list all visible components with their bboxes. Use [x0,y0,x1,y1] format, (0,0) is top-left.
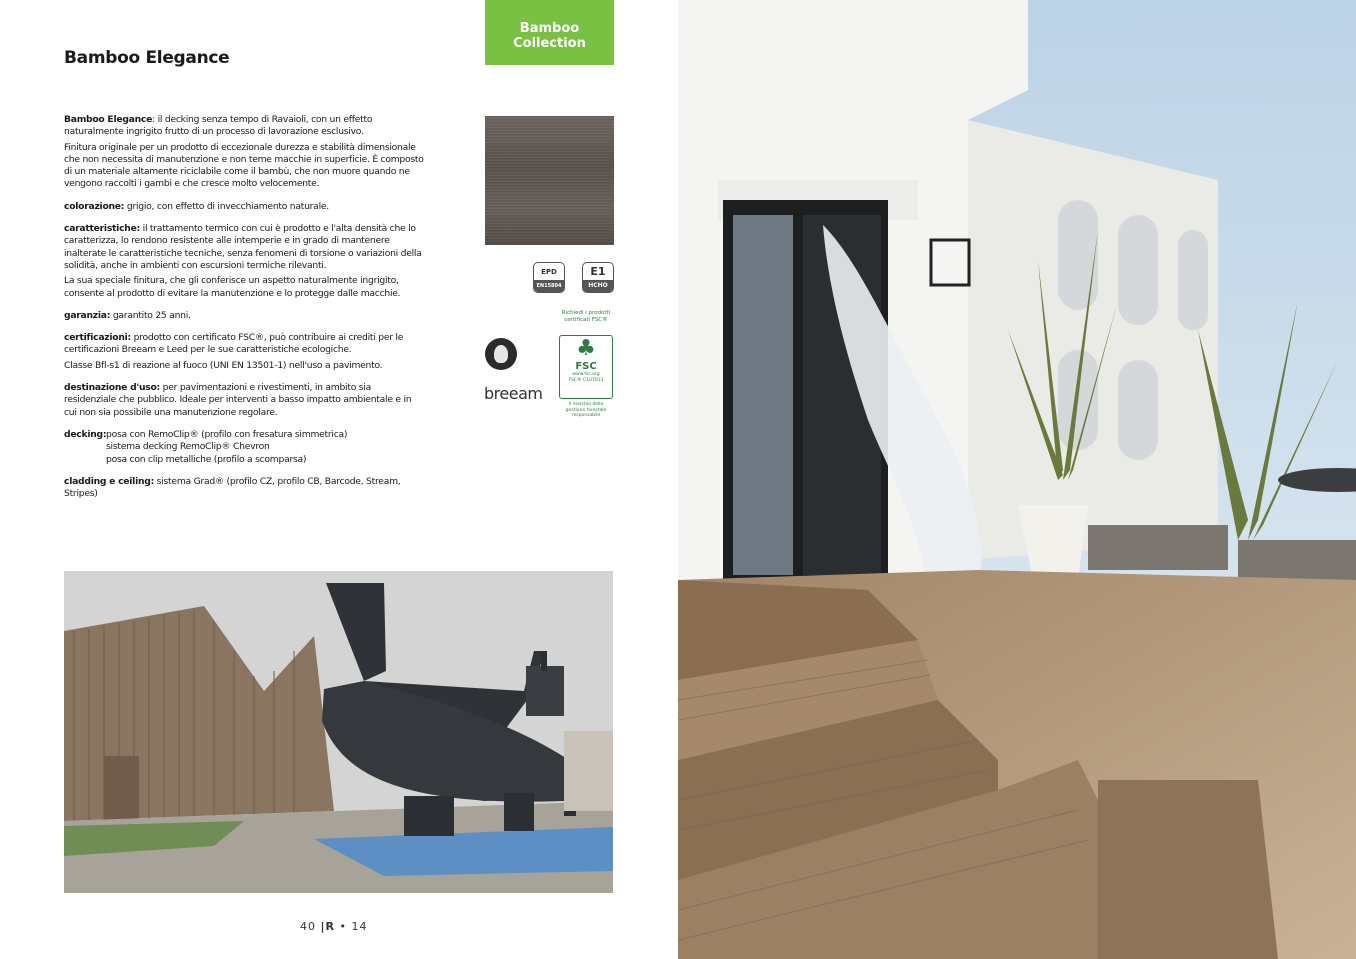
epd-badge-bottom: EN15804 [534,280,564,292]
destinazione-paragraph [64,382,424,419]
fsc-note: Richiedi i prodotti certificati FSC® [561,310,611,323]
cladding-paragraph [64,476,424,501]
certificazioni-paragraph [64,332,424,357]
fsc-tree-icon: ♣ [576,336,596,361]
terrace-photo [678,0,1356,959]
tab-line-2: Collection [513,35,586,51]
submarine-photo [64,571,613,893]
tab-line-1: Bamboo [519,20,580,36]
e1-badge-bottom: HCHO [583,280,613,292]
page-number-value: 40 [300,920,316,933]
intro-text: : il decking senza tempo di Ravaioli, con un effetto naturalmente ingrigito frutto di un processo di lavorazione esclusivo. [64,114,373,138]
page-separator: • [339,920,347,933]
page-sub: 14 [351,920,368,933]
fsc-url: www.fsc.org [572,372,600,377]
colorazione-text: grigio, con effetto di invecchiamento naturale. [124,200,329,212]
caratteristiche-paragraph-2: La sua speciale finitura, che gli conferisce un aspetto naturalmente ingrigito, consente al prodotto di evitare la manutenzione e lo protegge dalle macchie. [64,275,401,299]
certificazioni-label: certificazioni: [64,332,131,344]
caratteristiche-paragraph [64,223,424,272]
brand-mark-icon: |R [320,920,335,933]
caratteristiche-text: il trattamento termico con cui è prodotto e l'alta densità che lo caratterizza, lo rendono resistente alle intemperie e in grado di mantenere inalterate le caratteristiche tecniche, senza fenomeni di torsione o variazioni della solidità, anche in ambienti con escursioni termiche rilevanti. [64,223,422,271]
decking-label: decking: [64,428,107,440]
epd-badge [533,262,565,293]
colorazione-paragraph [64,201,424,213]
breeam-seal-icon [485,338,517,370]
description-block [64,114,424,510]
decking-line: posa con RemoClip® (profilo con fresatura simmetrica) [106,428,348,440]
submarine-photo-illustration [64,571,613,893]
certificazioni-paragraph-2: Classe Bfl-s1 di reazione al fuoco (UNI EN 13501-1) nell'uso a pavimento. [64,359,383,371]
e1-badge-top: E1 [590,265,606,278]
fsc-label: FSC [575,361,597,372]
fsc-caption: Il marchio della gestione forestale responsabile [565,402,607,418]
intro-paragraph-2: Finitura originale per un prodotto di eccezionale durezza e stabilità dimensionale che non necessita di manutenzione e non teme macchie in superficie. È composto di un materiale altamente riciclabile come il bambù, che non muore quando ne vengono raccolti i gambi e che cresce molto velocemente. [64,141,424,190]
intro-label: Bamboo Elegance [64,114,153,125]
decking-line: posa con clip metalliche (profilo a scomparsa) [106,453,307,465]
fsc-code: FSC® C107013 [568,378,604,383]
terrace-photo-illustration [678,0,1356,959]
garanzia-paragraph [64,310,424,322]
cladding-text: sistema Grad® (profilo CZ, profilo CB, Barcode, Stream, Stripes) [64,475,401,500]
caratteristiche-label: caratteristiche: [64,223,140,235]
wood-swatch [485,116,614,245]
colorazione-label: colorazione: [64,200,125,212]
certificazioni-text: prodotto con certificato FSC®, può contribuire ai crediti per le certificazioni Breeam e Leed per le sue caratteristiche ecologiche. [64,332,404,356]
e1-badge [582,262,614,293]
page-number [300,920,368,933]
fsc-logo [559,335,613,399]
cladding-label: cladding e ceiling: [64,475,155,487]
destinazione-text: per pavimentazioni e rivestimenti, in ambito sia residenziale che pubblico. Ideale per interventi a basso impatto ambientale e in cui non sia possibile una manutenzione regolare. [64,382,412,418]
intro-paragraph [64,114,424,139]
destinazione-label: destinazione d'uso: [64,382,160,394]
collection-tab [485,0,614,65]
epd-badge-top: EPD [541,268,557,276]
garanzia-text: garantito 25 anni. [110,309,191,321]
breeam-logo: breeam [484,384,543,403]
page-title: Bamboo Elegance [64,48,230,68]
decking-line: sistema decking RemoClip® Chevron [106,441,270,453]
decking-paragraph [64,429,424,466]
garanzia-label: garanzia: [64,309,111,321]
